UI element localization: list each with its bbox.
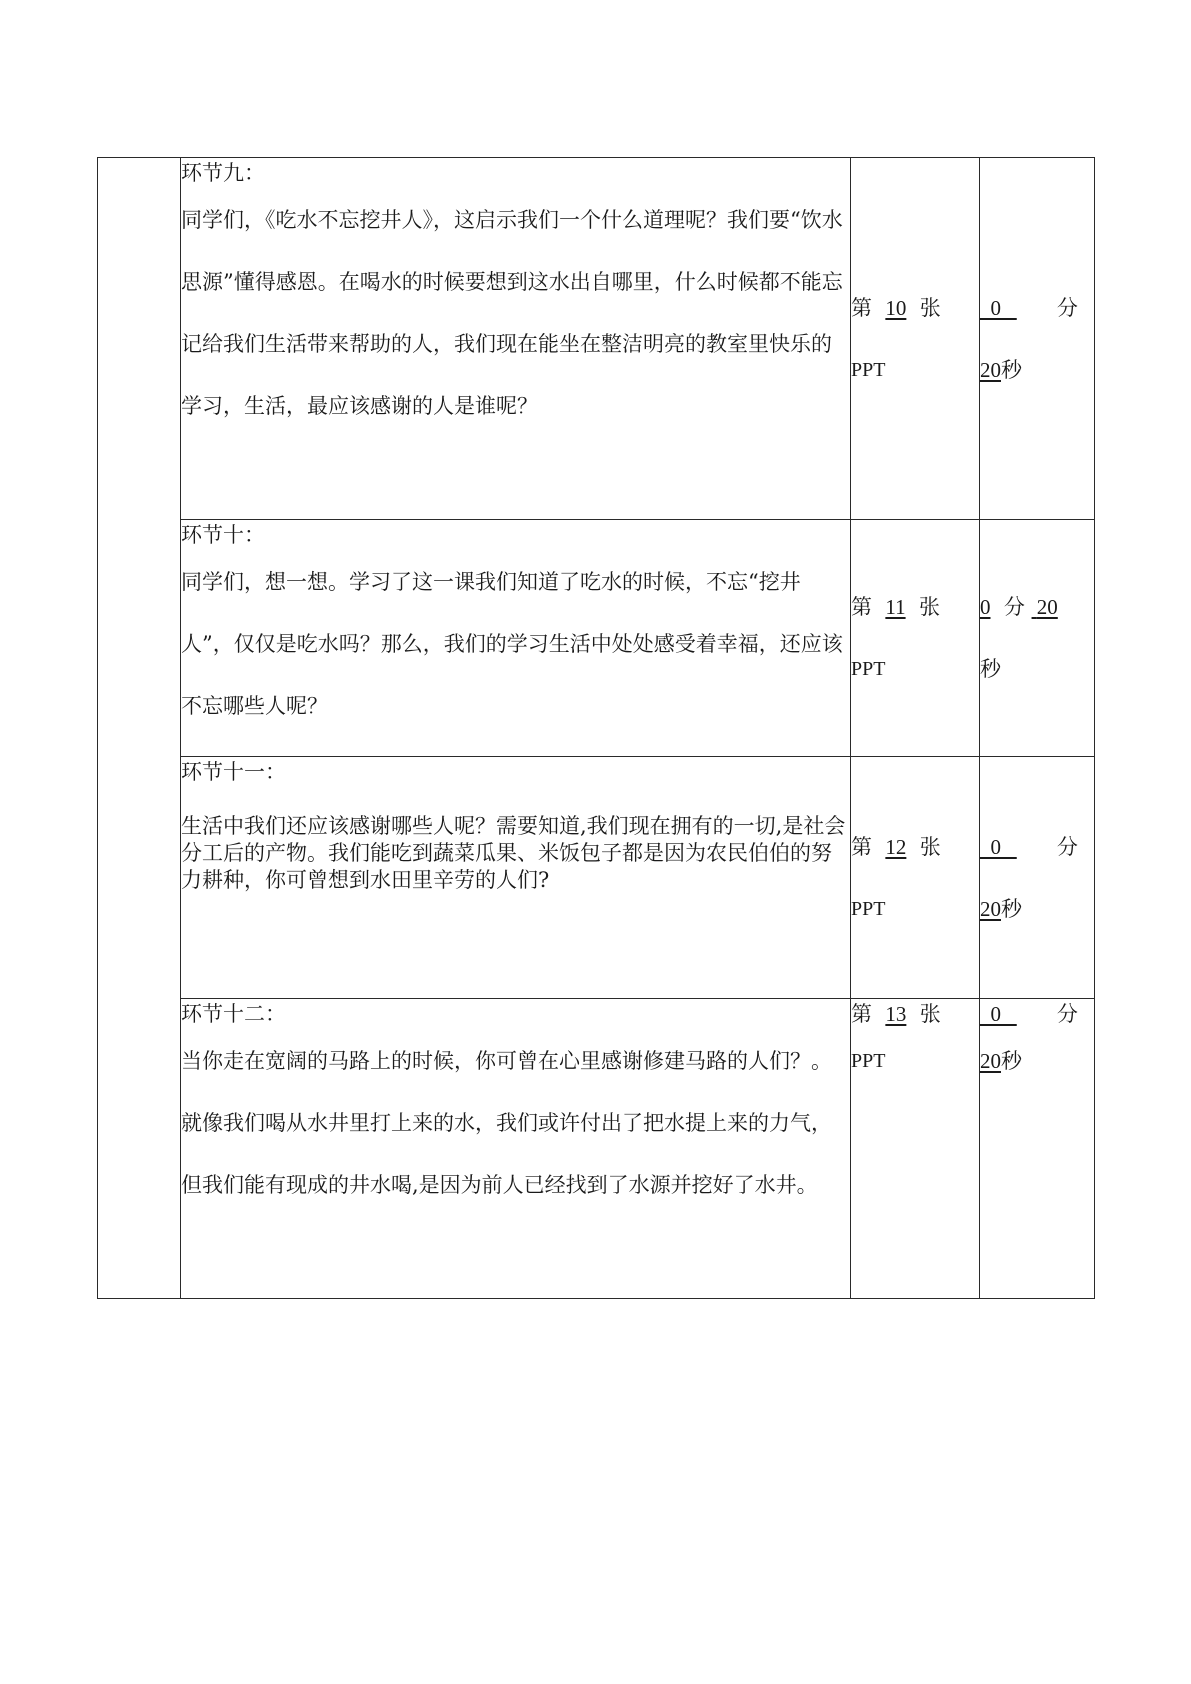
slide-number: 11 bbox=[885, 595, 906, 619]
stage-text: 生活中我们还应该感谢哪些人呢？需要知道,我们现在拥有的一切,是社会分工后的产物。我们能吃到蔬菜瓜果、米饭包子都是因为农民伯伯的努力耕种，你可曾想到水田里辛劳的人们? bbox=[181, 814, 846, 892]
stage-text: 当你走在宽阔的马路上的时候，你可曾在心里感谢修建马路的人们？。就像我们喝从水井里打上来的水，我们或许付出了把水提上来的力气，但我们能有现成的井水喝,是因为前人已经找到了水源并挖好了水井。 bbox=[181, 1049, 832, 1197]
duration-seconds: 20 bbox=[980, 896, 1001, 921]
slide-unit: PPT bbox=[851, 897, 886, 920]
slide-cell bbox=[851, 158, 980, 520]
duration-minutes-line: 0 分 bbox=[990, 295, 1078, 320]
table-row bbox=[98, 999, 1095, 1299]
stage-cell bbox=[181, 757, 851, 999]
slide-number-line: 第 10 张 bbox=[851, 295, 941, 320]
stage-title: 环节十： bbox=[181, 523, 265, 547]
duration-seconds-label: 秒 bbox=[980, 657, 1001, 681]
slide-number: 10 bbox=[885, 295, 907, 320]
stage-title: 环节十二： bbox=[181, 1002, 286, 1026]
duration-cell bbox=[980, 520, 1095, 757]
slide-number-line: 第 12 张 bbox=[851, 834, 941, 859]
stage-text: 同学们，想一想。学习了这一课我们知道了吃水的时候，不忘“挖井人”，仅仅是吃水吗？那么，我们的学习生活中处处感受着幸福，还应该不忘哪些人呢？ bbox=[181, 570, 843, 718]
slide-cell bbox=[851, 757, 980, 999]
slide-number: 13 bbox=[885, 1002, 907, 1026]
slide-number: 12 bbox=[885, 834, 907, 859]
duration-cell bbox=[980, 757, 1095, 999]
slide-cell bbox=[851, 999, 980, 1299]
slide-number-line: 第 13 张 bbox=[851, 1002, 941, 1026]
stage-cell bbox=[181, 520, 851, 757]
duration-seconds: 20 bbox=[1036, 595, 1058, 619]
table-row bbox=[98, 757, 1095, 999]
stage-title: 环节十一： bbox=[181, 760, 286, 784]
duration-seconds-line: 20秒 bbox=[980, 1049, 1022, 1073]
duration-cell bbox=[980, 999, 1095, 1299]
slide-unit: PPT bbox=[851, 358, 886, 381]
duration-minutes: 0 bbox=[990, 1002, 1001, 1026]
duration-line: 0 分 20 bbox=[980, 595, 1058, 619]
slide-number-line: 第 11 张 bbox=[851, 595, 940, 619]
empty-cell bbox=[98, 158, 181, 1299]
slide-unit: PPT bbox=[851, 658, 886, 680]
duration-seconds: 20 bbox=[980, 357, 1001, 382]
duration-seconds-line: 20秒 bbox=[980, 357, 1022, 382]
stage-cell bbox=[181, 999, 851, 1299]
slide-unit: PPT bbox=[851, 1050, 886, 1072]
duration-seconds: 20 bbox=[980, 1049, 1001, 1073]
duration-minutes: 0 bbox=[990, 834, 1001, 859]
duration-minutes-line: 0 分 bbox=[990, 834, 1078, 859]
lesson-plan-table bbox=[97, 157, 1095, 1299]
stage-title: 环节九： bbox=[181, 161, 265, 185]
duration-cell bbox=[980, 158, 1095, 520]
stage-cell bbox=[181, 158, 851, 520]
stage-text: 同学们，《吃水不忘挖井人》，这启示我们一个什么道理呢？我们要“饮水思源”懂得感恩。在喝水的时候要想到这水出自哪里，什么时候都不能忘记给我们生活带来帮助的人，我们现在能坐在整洁明亮的教室里快乐的学习，生活，最应该感谢的人是谁呢？ bbox=[181, 208, 843, 418]
slide-cell bbox=[851, 520, 980, 757]
duration-minutes: 0 bbox=[980, 595, 991, 619]
duration-seconds-line: 20秒 bbox=[980, 896, 1022, 921]
duration-minutes: 0 bbox=[990, 295, 1001, 320]
table-row bbox=[98, 520, 1095, 757]
table-row bbox=[98, 158, 1095, 520]
duration-minutes-line: 0 分 bbox=[990, 1002, 1078, 1026]
